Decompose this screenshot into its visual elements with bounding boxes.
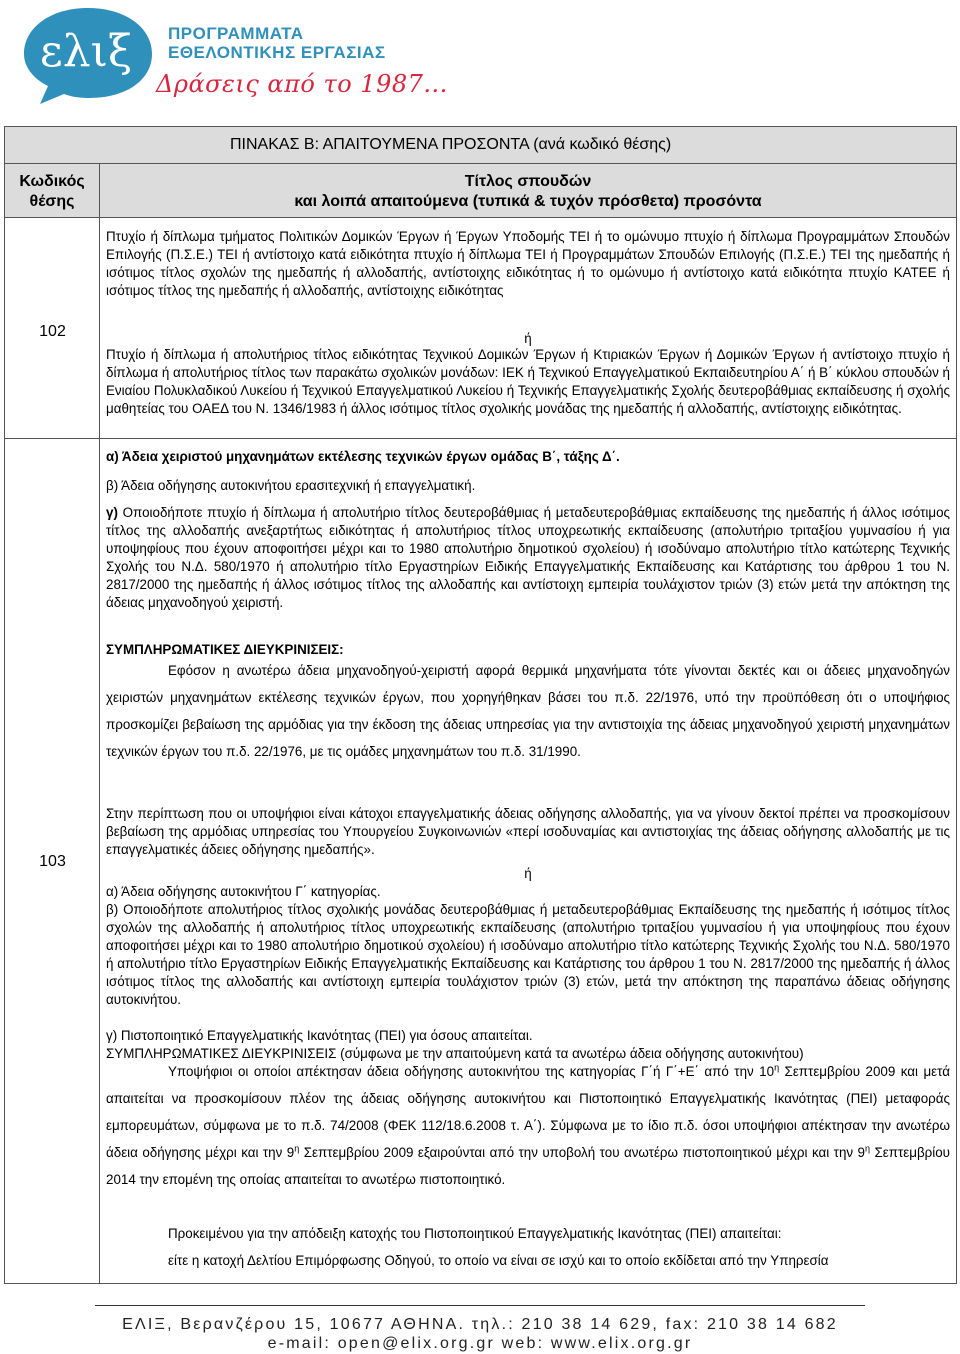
footer-address: ΕΛΙΞ, Βερανζέρου 15, 10677 ΑΘΗΝΑ. τηλ.: 210 38 14 629, fax: 210 38 14 682	[122, 1316, 838, 1333]
or-separator: ή	[524, 866, 532, 881]
column-header-code-line2: θέσης	[29, 193, 75, 210]
supplementary-text: Υποψήφιοι οι οποίοι απέκτησαν άδεια οδήγησης αυτοκινήτου της κατηγορίας Γ΄ή Γ΄+Ε΄ από την $10^\eta$ Σεπτεμβρίου 2009 και μετά απαιτείται να προσκομίσουν πλέον της άδειας οδήγησης αυτοκινήτου και Πιστοποιητικό Επαγγελματικής Ικανότητας (ΠΕΙ) μεταφοράς εμπορευμάτων, σύμφωνα με το π.δ. 74/2008 (ΦΕΚ 112/18.6.2008 τ. Α΄). Σύμφωνα με το ίδιο π.δ. όσοι υποψήφιοι απέκτησαν την ανωτέρω άδεια οδήγησης μέχρι και την $9^\eta$ Σεπτεμβρίου 2009 εξαιρούνται από την υποβολή του ανωτέρω πιστοποιητικού μέχρι και την $9^\eta$ Σεπτεμβρίου 2014 την επομένη της οποίας απαιτείται το ανωτέρω πιστοποιητικό.	[106, 1062, 951, 1187]
foreign-license-note: Στην περίπτωση που οι υποψήφιοι είναι κάτοχοι επαγγελματικής άδειας οδήγησης αλλοδαπής, για να γίνουν δεκτοί πρέπει να προσκομίσουν βεβαίωση της αρμόδιας υπηρεσίας του Υπουργείου Συγκοινωνιών «περί ισοδυναμίας και αντιστοιχίας της άδειας οδήγησης αλλοδαπής με τις επαγγελματικές άδειες οδήγησης ημεδαπής».	[106, 806, 950, 857]
code-cell	[5, 439, 100, 1284]
alternative-item: α) Άδεια οδήγησης αυτοκινήτου Γ΄ κατηγορίας.	[106, 884, 381, 899]
supplementary-title: ΣΥΜΠΛΗΡΩΜΑΤΙΚΕΣ ΔΙΕΥΚΡΙΝΙΣΕΙΣ (σύμφωνα με την απαιτούμενη κατά τα ανωτέρω άδεια οδήγησης αυτοκινήτου)	[106, 1046, 804, 1061]
requirements-cell	[100, 439, 956, 1284]
column-header-code-line1: Κωδικός	[19, 173, 85, 190]
supplementary-text: Εφόσον η ανωτέρω άδεια μηχανοδηγού-χειριστή αφορά θερμικά μηχανήματα τότε γίνονται δεκτές και οι άδειες μηχανοδηγών χειριστών μηχανημάτων εκτέλεσης τεχνικών έργων, που χορηγήθηκαν βάσει του π.δ. 22/1976, υπό την προϋπόθεση ότι ο υποψήφιος προσκομίζει βεβαίωση της αρμόδιας για την έκδοση της άδειας υπηρεσίας για την αντιστοιχία της άδειας μηχανοδηγού χειριστή μηχανημάτων τεχνικών έργων του π.δ. 22/1976, με τις ομάδες μηχανημάτων του π.δ. 31/1990.	[106, 663, 950, 759]
supplementary-title: ΣΥΜΠΛΗΡΩΜΑΤΙΚΕΣ ΔΙΕΥΚΡΙΝΙΣΕΙΣ:	[106, 642, 344, 657]
table-header-row	[5, 164, 956, 218]
requirement-paragraph: Πτυχίο ή δίπλωμα ή απολυτήριος τίτλος ειδικότητας Τεχνικού Δομικών Έργων ή Κτιριακών Έργων ή Δομικών Έργων ή αντίστοιχο πτυχίο ή δίπλωμα ή απολυτήριος τίτλος των παρακάτω σχολικών μονάδων: ΙΕΚ ή Τεχνικού Επαγγελματικού Εκπαιδευτηρίου Α΄ ή Β΄ κύκλου σπουδών ή Ενιαίου Πολυκλαδικού Λυκείου ή Τεχνικού Επαγγελματικού Λυκείου ή Τεχνικής Επαγγελματικής Σχολής δευτεροβάθμιας εκπαίδευσης ή σχολής μαθητείας του ΟΑΕΔ του Ν. 1346/1983 ή άλλος ισότιμος τίτλος σχολικής μονάδας της ημεδαπής ή αλλοδαπής, αντίστοιχης ειδικότητας.	[106, 347, 950, 416]
column-header-code	[5, 164, 100, 217]
logo-text: ελιξ	[39, 26, 133, 77]
requirements-table	[4, 126, 957, 1284]
alternative-item: γ) Πιστοποιητικό Επαγγελματικής Ικανότητας (ΠΕΙ) για όσους απαιτείται.	[106, 1028, 533, 1043]
requirement-item	[106, 504, 950, 612]
table-row	[5, 439, 956, 1284]
footer-divider	[95, 1305, 865, 1306]
org-name-line1: ΠΡΟΓΡΑΜΜΑΤΑ	[168, 24, 304, 43]
requirement-item: α) Άδεια χειριστού μηχανημάτων εκτέλεσης τεχνικών έργων ομάδας Β΄, τάξης Δ΄.	[106, 449, 620, 464]
table-title: ΠΙΝΑΚΑΣ Β: ΑΠΑΙΤΟΥΜΕΝΑ ΠΡΟΣΟΝΤΑ (ανά κωδικό θέσης)	[230, 136, 672, 153]
item-label: γ)	[106, 505, 118, 520]
position-code: 103	[39, 853, 66, 870]
speech-bubble-logo-icon	[18, 4, 158, 108]
position-code: 102	[39, 323, 66, 340]
header	[18, 4, 578, 108]
table-title-row	[5, 127, 956, 164]
supplementary-text: είτε η κατοχή Δελτίου Επιμόρφωσης Οδηγού, το οποίο να είναι σε ισχύ και το οποίο εκδίδεται από την Υπηρεσία	[168, 1253, 829, 1268]
column-header-body-line1: Τίτλος σπουδών	[464, 173, 592, 190]
footer-contact: e-mail: open@elix.org.gr web: www.elix.org.gr	[267, 1335, 693, 1352]
table-row	[5, 218, 956, 439]
column-header-body	[100, 164, 956, 217]
requirement-paragraph: Πτυχίο ή δίπλωμα τμήματος Πολιτικών Δομικών Έργων ή Έργων Υποδομής ΤΕΙ ή το ομώνυμο πτυχίο ή δίπλωμα Προγραμμάτων Σπουδών Επιλογής (Π.Σ.Ε.) ΤΕΙ ή αντίστοιχο κατά ειδικότητα πτυχίο ή δίπλωμα ΤΕΙ ή Προγραμμάτων Σπουδών Επιλογής (Π.Σ.Ε.) ΤΕΙ της ημεδαπής ή ισότιμος τίτλος σχολών της ημεδαπής ή αλλοδαπής, αντίστοιχης ειδικότητας ή το ομώνυμο ή αντίστοιχο κατά ειδικότητα πτυχίο ΚΑΤΕΕ ή ισότιμος τίτλος της ημεδαπής ή αλλοδαπής, αντίστοιχης ειδικότητας	[106, 229, 950, 298]
or-separator: ή	[524, 331, 532, 346]
requirements-cell	[100, 218, 956, 438]
column-header-body-line2: και λοιπά απαιτούμενα (τυπικά & τυχόν πρόσθετα) προσόντα	[294, 193, 762, 210]
requirement-item: β) Άδεια οδήγησης αυτοκινήτου ερασιτεχνική ή επαγγελματική.	[106, 478, 476, 493]
tagline: Δράσεις από το 1987...	[156, 70, 448, 98]
org-name-line2: ΕΘΕΛΟΝΤΙΚΗΣ ΕΡΓΑΣΙΑΣ	[168, 43, 386, 62]
supplementary-text: Προκειμένου για την απόδειξη κατοχής του Πιστοποιητικού Επαγγελματικής Ικανότητας (ΠΕΙ) απαιτείται:	[168, 1226, 782, 1241]
alternative-item: β) Οποιοδήποτε απολυτήριος τίτλος σχολικής μονάδας δευτεροβάθμιας ή μεταδευτεροβάθμιας Εκπαίδευσης της ημεδαπής ή ισότιμος τίτλος σχολών της αλλοδαπής ή απολυτήριος τίτλος υποχρεωτικής εκπαίδευσης (απολυτήριο τριταξίου γυμνασίου ή για υποψηφίους που έχουν αποφοιτήσει μέχρι και το 1980 απολυτήριο δημοτικού σχολείου) ή ισοδύναμο απολυτήριο τίτλο κατώτερης Τεχνικής Σχολής του Ν.Δ. 580/1970 ή απολυτήριο τίτλο Εργαστηρίων Ειδικής Επαγγελματικής Εκπαίδευσης και Κατάρτισης του άρθρου 1 του Ν. 2817/2000 της ημεδαπής ή άλλος ισότιμος τίτλος της αλλοδαπής και αντίστοιχη εμπειρία τουλάχιστον τριών (3) ετών, μετά την απόκτηση της παραπάνω άδειας οδήγησης αυτοκινήτου.	[106, 902, 950, 1007]
item-text: Οποιοδήποτε πτυχίο ή δίπλωμα ή απολυτήριο τίτλος δευτεροβάθμιας ή μεταδευτεροβάθμιας εκπαίδευσης της ημεδαπής ή άλλος ισότιμος τίτλος της αλλοδαπής ανεξαρτήτως ειδικότητας ή απολυτήριος τίτλος υποχρεωτικής εκπαίδευσης (απολυτήριο τριταξίου γυμνασίου ή για υποψηφίους που έχουν αποφοιτήσει μέχρι και το 1980 απολυτήριο δημοτικού σχολείου) ή ισοδύναμο απολυτήριο τίτλο κατώτερης Τεχνικής Σχολής του Ν.Δ. 580/1970 ή απολυτήριο τίτλο Εργαστηρίων Ειδικής Επαγγελματικής Εκπαίδευσης και Κατάρτισης του άρθρου 1 του Ν. 2817/2000 της ημεδαπής ή άλλος ισότιμος τίτλος της αλλοδαπής και αντίστοιχη εμπειρία τουλάχιστον τριών (3) ετών μετά την απόκτηση της άδειας μηχανοδηγού χειριστή.	[106, 505, 950, 610]
code-cell	[5, 218, 100, 438]
